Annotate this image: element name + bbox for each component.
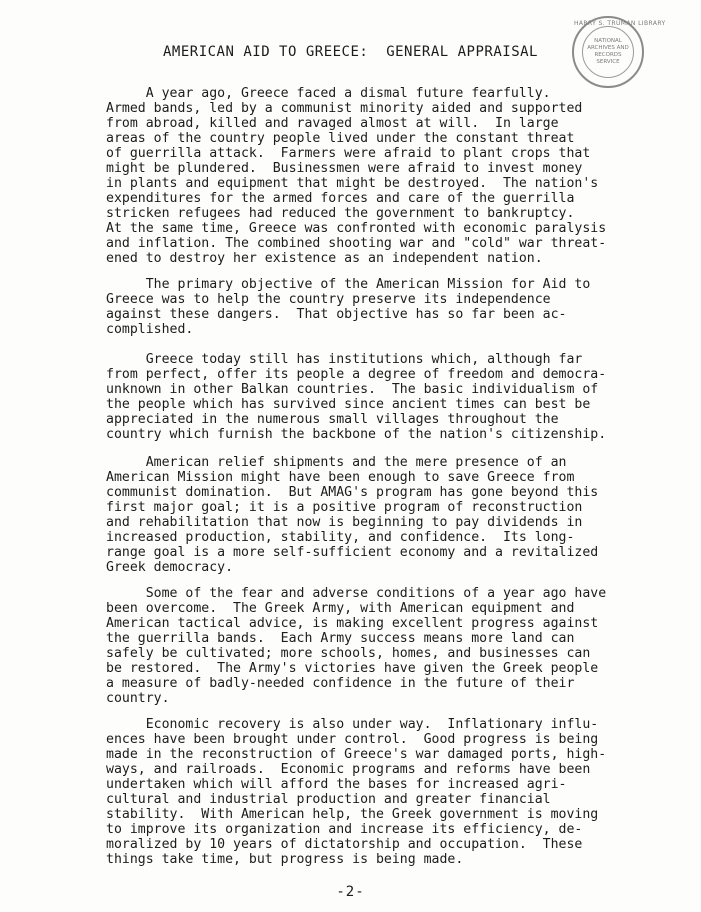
- text-line: ways, and railroads. Economic programs and reforms have been: [106, 762, 591, 777]
- text-line: Some of the fear and adverse conditions of a year ago have: [106, 586, 607, 601]
- text-line: At the same time, Greece was confronted with economic paralysis: [106, 221, 607, 236]
- text-line: made in the reconstruction of Greece's war damaged ports, high-: [106, 747, 607, 762]
- text-line: stricken refugees had reduced the government to bankruptcy.: [106, 206, 575, 221]
- text-line: be restored. The Army's victories have given the Greek people: [106, 661, 599, 676]
- text-line: areas of the country people lived under the constant threat: [106, 131, 575, 146]
- page-number: -2-: [336, 884, 365, 900]
- text-line: ened to destroy her existence as an independent nation.: [106, 251, 543, 266]
- text-line: undertaken which will afford the bases for increased agri-: [106, 777, 567, 792]
- text-line: Armed bands, led by a communist minority aided and supported: [106, 101, 583, 116]
- text-line: against these dangers. That objective has so far been ac-: [106, 307, 567, 322]
- text-line: the guerrilla bands. Each Army success means more land can: [106, 631, 575, 646]
- text-line: to improve its organization and increase its efficiency, de-: [106, 822, 583, 837]
- text-line: unknown in other Balkan countries. The basic individualism of: [106, 382, 599, 397]
- text-line: things take time, but progress is being made.: [106, 852, 464, 867]
- text-line: first major goal; it is a positive program of reconstruction: [106, 500, 583, 515]
- text-line: and rehabilitation that now is beginning to pay dividends in: [106, 515, 583, 530]
- text-line: American Mission might have been enough to save Greece from: [106, 470, 575, 485]
- text-line: in plants and equipment that might be destroyed. The nation's: [106, 176, 599, 191]
- text-line: and inflation. The combined shooting war and "cold" war threat-: [106, 236, 607, 251]
- text-line: country.: [106, 691, 170, 706]
- text-line: Greece was to help the country preserve its independence: [106, 292, 551, 307]
- text-line: American tactical advice, is making excellent progress against: [106, 616, 599, 631]
- text-line: expenditures for the armed forces and care of the guerrilla: [106, 191, 575, 206]
- text-line: been overcome. The Greek Army, with American equipment and: [106, 601, 575, 616]
- text-line: complished.: [106, 322, 194, 337]
- text-line: moralized by 10 years of dictatorship and occupation. These: [106, 837, 583, 852]
- text-line: safely be cultivated; more schools, homes, and businesses can: [106, 646, 591, 661]
- text-line: a measure of badly-needed confidence in the future of their: [106, 676, 575, 691]
- text-line: of guerrilla attack. Farmers were afraid to plant crops that: [106, 146, 591, 161]
- library-stamp: [572, 16, 666, 88]
- document-title: AMERICAN AID TO GREECE: GENERAL APPRAISAL: [162, 44, 538, 60]
- text-line: cultural and industrial production and greater financial: [106, 792, 551, 807]
- text-line: stability. With American help, the Greek government is moving: [106, 807, 599, 822]
- text-line: the people which has survived since ancient times can best be: [106, 397, 591, 412]
- text-line: from perfect, offer its people a degree of freedom and democra-: [106, 367, 607, 382]
- text-line: Greek democracy.: [106, 560, 234, 575]
- text-line: increased production, stability, and confidence. Its long-: [106, 530, 575, 545]
- text-line: range goal is a more self-sufficient economy and a revitalized: [106, 545, 599, 560]
- text-line: might be plundered. Businessmen were afraid to invest money: [106, 161, 583, 176]
- stamp-center-text: NATIONAL ARCHIVES AND RECORDS SERVICE: [587, 38, 629, 65]
- stamp-ring-text: HARRY S. TRUMAN LIBRARY: [574, 20, 666, 27]
- text-line: American relief shipments and the mere presence of an: [106, 455, 567, 470]
- text-line: appreciated in the numerous small villages throughout the: [106, 412, 559, 427]
- text-line: communist domination. But AMAG's program has gone beyond this: [106, 485, 599, 500]
- text-line: A year ago, Greece faced a dismal future fearfully.: [106, 86, 551, 101]
- text-line: The primary objective of the American Mission for Aid to: [106, 277, 591, 292]
- text-line: Greece today still has institutions which, although far: [106, 352, 583, 367]
- text-line: ences have been brought under control. Good progress is being: [106, 732, 599, 747]
- text-line: from abroad, killed and ravaged almost at will. In large: [106, 116, 559, 131]
- text-line: Economic recovery is also under way. Inflationary influ-: [106, 717, 599, 732]
- text-line: country which furnish the backbone of the nation's citizenship.: [106, 427, 607, 442]
